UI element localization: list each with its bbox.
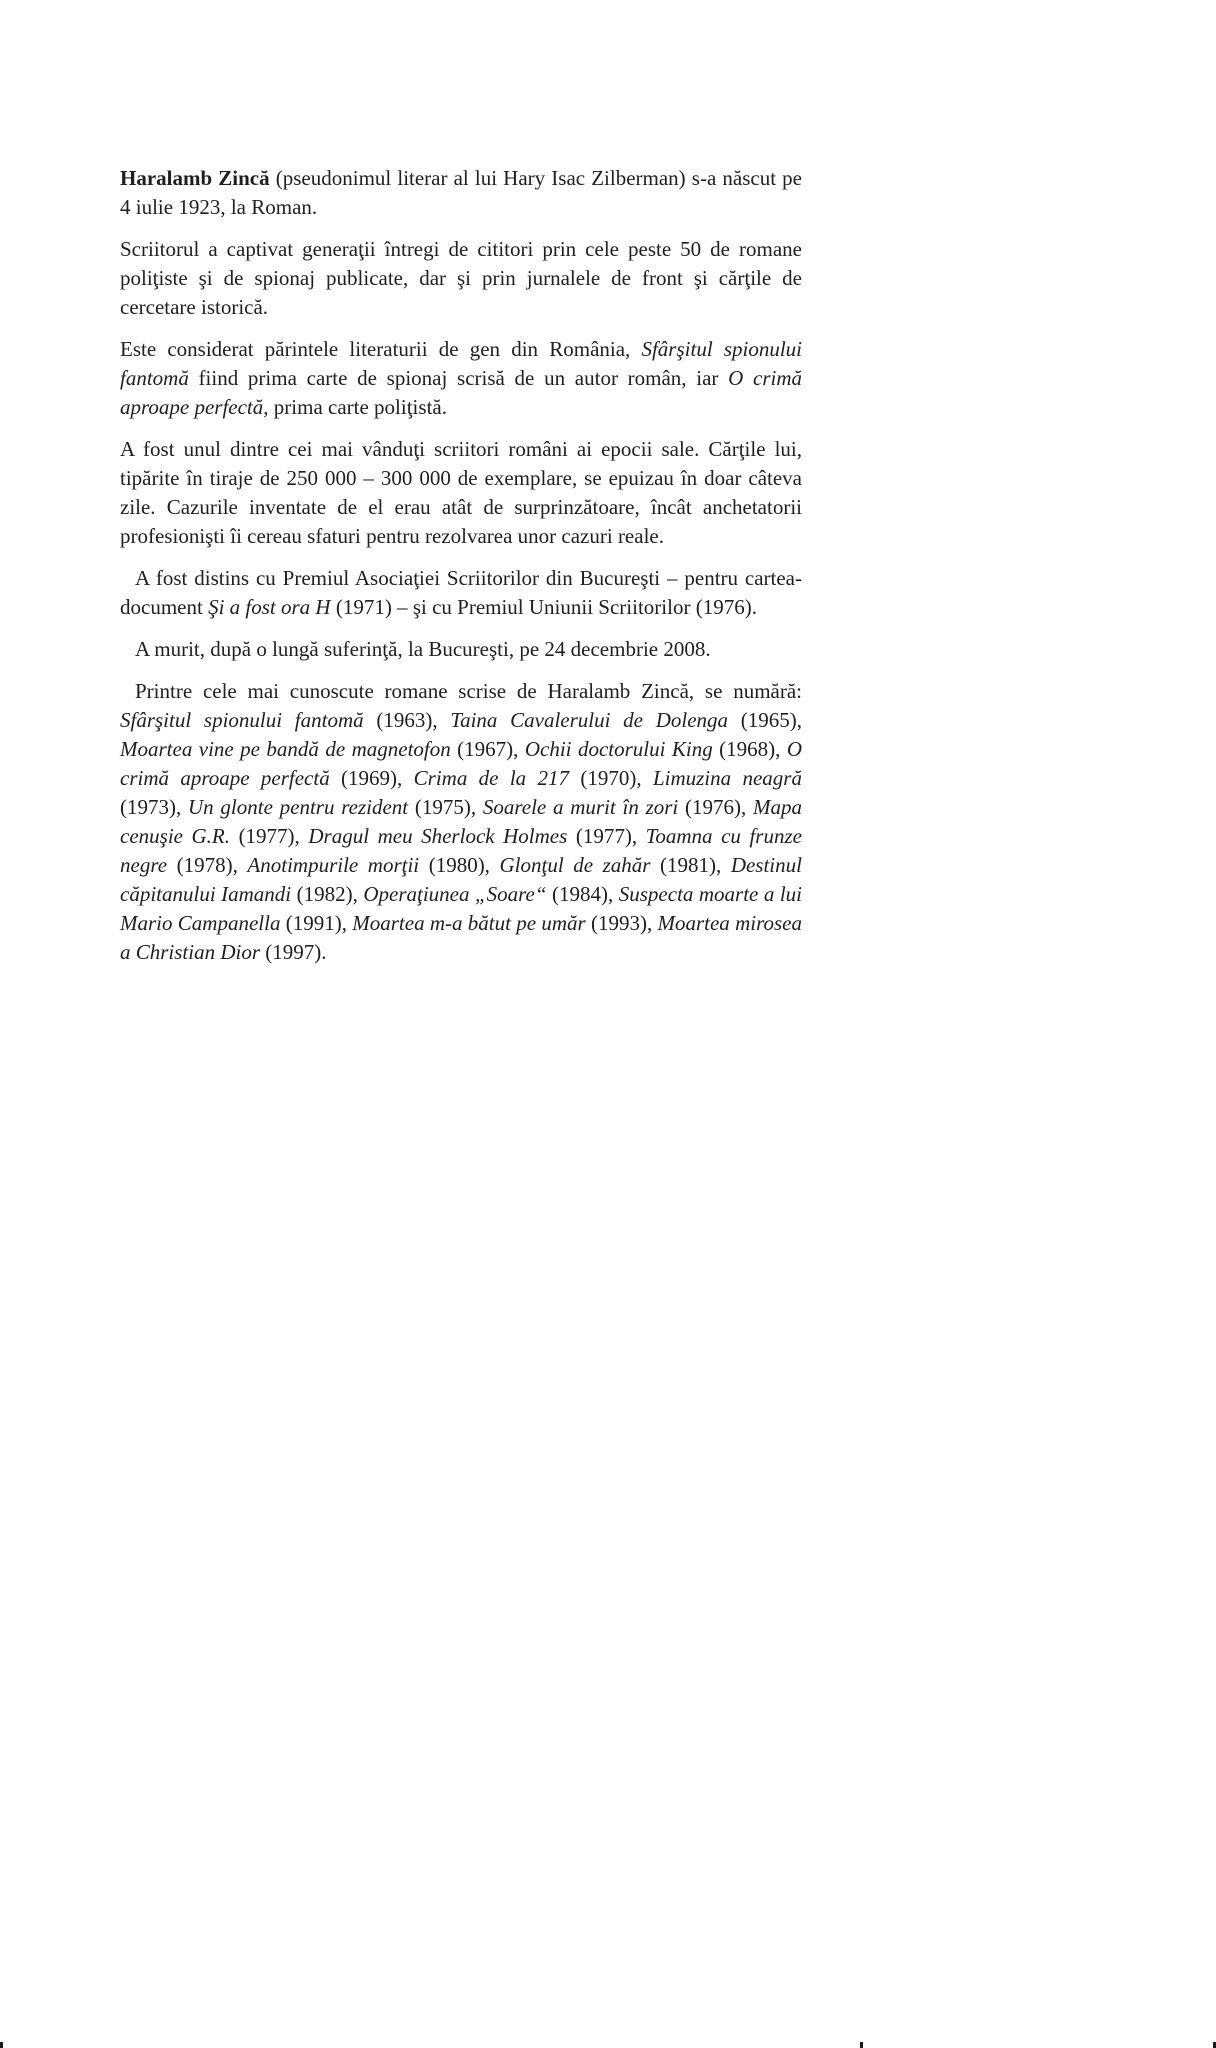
text-segment-normal: (1969), bbox=[329, 766, 414, 790]
text-segment-normal: (1977), bbox=[567, 824, 646, 848]
text-segment-normal: (1968), bbox=[712, 737, 787, 761]
text-segment-normal: (1975), bbox=[408, 795, 483, 819]
text-segment-normal: (1991), bbox=[280, 911, 353, 935]
paragraph-career bbox=[120, 235, 802, 322]
paragraph-genre-founder bbox=[120, 335, 802, 422]
paragraph-death bbox=[120, 635, 802, 664]
text-block bbox=[120, 164, 802, 980]
text-segment-normal: Scriitorul a captivat generaţii întregi de cititori prin cele peste 50 de romane poliţiste şi de spionaj publicate, dar şi prin jurnalele de front şi cărţile de cercetare istorică. bbox=[120, 237, 802, 319]
paragraph-bibliography bbox=[120, 677, 802, 967]
paragraph-bestseller bbox=[120, 435, 802, 551]
text-segment-normal: (1981), bbox=[650, 853, 731, 877]
text-segment-normal: (1967), bbox=[450, 737, 525, 761]
text-segment-normal: (pseudonimul literar al lui Hary Isac Zilberman) s-a născut pe 4 iulie 1923, la Roman. bbox=[120, 166, 802, 219]
text-segment-italic: Şi a fost ora H bbox=[208, 595, 331, 619]
text-segment-normal: A fost unul dintre cei mai vânduţi scriitori români ai epocii sale. Cărţile lui, tipărite în tiraje de 250 000 – 300 000 de exemplare, se epuizau în doar câteva zile. Cazurile inventate de el erau atât de surprinzătoare, încât anchetatorii profesionişti îi cereau sfaturi pentru rezolvarea unor cazuri reale. bbox=[120, 437, 802, 548]
text-segment-normal: A fost distins cu Premiul Asociaţiei Scriitorilor din Bucureşti – pentru cartea-document bbox=[120, 566, 802, 619]
text-segment-normal: fiind prima carte de spionaj scrisă de un autor român, iar bbox=[188, 366, 729, 390]
text-segment-normal: Printre cele mai cunoscute romane scrise de Haralamb Zincă, se numără: bbox=[135, 679, 802, 703]
text-segment-italic: Taina Cavalerului de Dolenga bbox=[450, 708, 729, 732]
text-segment-normal: (1982), bbox=[291, 882, 364, 906]
text-segment-italic: Moartea vine pe bandă de magnetofon bbox=[120, 737, 451, 761]
text-segment-normal: (1977), bbox=[230, 824, 309, 848]
text-segment-normal: A murit, după o lungă suferinţă, la Bucureşti, pe 24 decembrie 2008. bbox=[135, 637, 711, 661]
text-segment-italic: Toamna cu frunze negre bbox=[120, 824, 802, 877]
text-segment-italic: Glonţul de zahăr bbox=[499, 853, 651, 877]
text-segment-italic: Operaţiunea „Soare“ bbox=[363, 882, 547, 906]
text-segment-normal: (1993), bbox=[585, 911, 658, 935]
text-segment-normal: (1973), bbox=[120, 795, 188, 819]
page-edge-mark-left bbox=[0, 2042, 3, 2048]
text-segment-bold: Haralamb Zincă bbox=[120, 166, 270, 190]
text-segment-italic: Moartea mirosea a Christian Dior bbox=[120, 911, 802, 964]
paragraph-intro bbox=[120, 164, 802, 222]
text-segment-italic: Destinul căpitanului Iamandi bbox=[120, 853, 802, 906]
text-segment-normal: prima carte poliţistă. bbox=[268, 395, 447, 419]
text-segment-normal: Este considerat părintele literaturii de gen din România, bbox=[120, 337, 642, 361]
text-segment-italic: Mapa cenuşie G.R. bbox=[120, 795, 802, 848]
text-segment-italic: O crimă aproape perfectă bbox=[120, 737, 802, 790]
text-segment-normal: (1980), bbox=[419, 853, 500, 877]
text-segment-italic: Crima de la 217 bbox=[413, 766, 570, 790]
text-segment-italic: Sfârşitul spionului fantomă bbox=[120, 708, 364, 732]
text-segment-normal: (1997). bbox=[260, 940, 327, 964]
text-segment-italic: Ochii doctorului King bbox=[524, 737, 713, 761]
text-segment-italic: Dragul meu Sherlock Holmes bbox=[308, 824, 568, 848]
text-segment-normal: (1976), bbox=[678, 795, 753, 819]
paragraph-awards bbox=[120, 564, 802, 622]
text-segment-italic: Sfârşitul spionului fantomă bbox=[120, 337, 802, 390]
page-edge-mark-middle bbox=[860, 2042, 863, 2048]
text-segment-normal: (1963), bbox=[363, 708, 451, 732]
text-segment-normal: (1971) – şi cu Premiul Uniunii Scriitorilor (1976). bbox=[330, 595, 757, 619]
text-segment-italic: Limuzina neagră bbox=[652, 766, 802, 790]
text-segment-italic: Un glonte pentru rezident bbox=[188, 795, 409, 819]
text-segment-italic: Moartea m-a bătut pe umăr bbox=[352, 911, 586, 935]
text-segment-italic: O crimă aproape perfectă, bbox=[120, 366, 802, 419]
text-segment-italic: Suspecta moarte a lui Mario Campanella bbox=[120, 882, 802, 935]
text-segment-italic: Soarele a murit în zori bbox=[482, 795, 679, 819]
text-segment-italic: Anotimpurile morţii bbox=[247, 853, 420, 877]
text-segment-normal: (1965), bbox=[728, 708, 802, 732]
text-segment-normal: (1970), bbox=[569, 766, 653, 790]
text-segment-normal: (1984), bbox=[546, 882, 619, 906]
text-segment-normal: (1978), bbox=[167, 853, 248, 877]
